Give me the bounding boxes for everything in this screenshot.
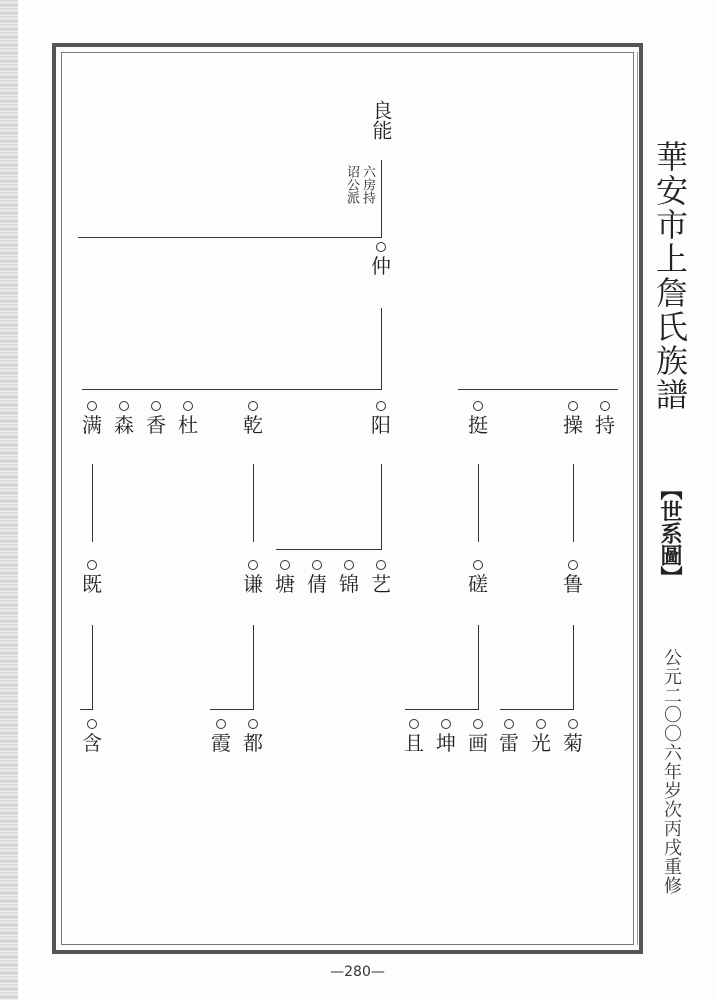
person-name: 谦 [243,572,263,596]
line-lu-branch [500,709,574,710]
line-yang-down [381,464,382,550]
person-dou [239,719,267,753]
person-hua [464,719,492,753]
person-marker [473,401,483,411]
person-kun [432,719,460,753]
person-guang [527,719,555,753]
person-name: 阳 [371,413,391,437]
person-xia [207,719,235,753]
person-marker [376,401,386,411]
person-name: 霞 [211,731,231,755]
person-marker [473,719,483,729]
line-cuo-down [478,625,479,710]
line-ji-branch [80,709,93,710]
person-cao [559,401,587,435]
line-qian3-down [253,625,254,710]
person-sen [110,401,138,435]
line-ting-down [478,464,479,542]
person-marker [504,719,514,729]
person-marker [119,401,129,411]
person-marker [312,560,322,570]
person-marker [376,560,386,570]
person-marker [151,401,161,411]
person-qian [239,401,267,435]
line-cuo-branch [405,709,479,710]
person-name: 挺 [468,413,488,437]
line-right-branch [458,389,618,390]
person-zhong [367,242,395,276]
person-chi [591,401,619,435]
person-name: 光 [531,731,551,755]
person-name: 持 [595,413,615,437]
person-yi [367,560,395,594]
line-zhong-branch [82,389,382,390]
person-marker [87,401,97,411]
person-qian2 [303,560,331,594]
line-root-branch [78,237,382,238]
person-name: 森 [114,413,134,437]
person-name: 满 [82,413,102,437]
line-yang-branch [276,549,382,550]
person-marker [600,401,610,411]
root-note-col1: 六房持 [360,165,375,204]
person-ju [559,719,587,753]
person-marker [441,719,451,729]
person-du [174,401,202,435]
person-lei [495,719,523,753]
person-marker [409,719,419,729]
line-man-down [92,464,93,542]
person-ting [464,401,492,435]
person-marker [216,719,226,729]
person-name: 既 [82,572,102,596]
person-marker [248,401,258,411]
person-name: 艺 [371,572,391,596]
person-han [78,719,106,753]
line-zhong-down [381,308,382,390]
person-marker [536,719,546,729]
side-column-divider [637,52,638,945]
person-yang [367,401,395,435]
line-root-down [381,160,382,238]
person-marker [473,560,483,570]
person-name: 鲁 [563,572,583,596]
person-cuo [464,560,492,594]
root-name: 良能 [369,100,393,140]
person-lu [559,560,587,594]
page-number: —280— [330,964,385,980]
person-name: 含 [82,731,102,755]
person-name: 菊 [563,731,583,755]
person-name: 且 [404,731,424,755]
person-name: 仲 [371,254,391,278]
line-lu-down [573,625,574,710]
person-marker [248,719,258,729]
root-note-col2: 诏公派 [344,165,359,204]
person-name: 乾 [243,413,263,437]
person-marker [87,719,97,729]
section-title: 【世系圖】 [657,478,683,588]
person-xiang [142,401,170,435]
revision-date: 公元二〇〇六年岁次丙戌重修 [661,648,682,895]
person-marker [280,560,290,570]
person-marker [568,560,578,570]
person-man [78,401,106,435]
person-marker [344,560,354,570]
line-qian-down [253,464,254,542]
person-name: 雷 [499,731,519,755]
person-ji [78,560,106,594]
binding-edge [0,0,18,1000]
line-qian3-branch [210,709,254,710]
person-jin [335,560,363,594]
line-ji-down [92,625,93,710]
person-marker [87,560,97,570]
person-marker [568,401,578,411]
person-name: 操 [563,413,583,437]
person-name: 倩 [307,572,327,596]
person-name: 塘 [275,572,295,596]
person-marker [376,242,386,252]
person-name: 香 [146,413,166,437]
person-name: 锦 [339,572,359,596]
person-qian3 [239,560,267,594]
person-name: 坤 [436,731,456,755]
person-qie [400,719,428,753]
person-name: 都 [243,731,263,755]
person-tang [271,560,299,594]
person-name: 杜 [178,413,198,437]
person-marker [183,401,193,411]
book-title: 華安市上詹氏族譜 [651,140,689,412]
person-name: 画 [468,731,488,755]
line-cao-down [573,464,574,542]
person-name: 磋 [468,572,488,596]
person-marker [568,719,578,729]
person-marker [248,560,258,570]
